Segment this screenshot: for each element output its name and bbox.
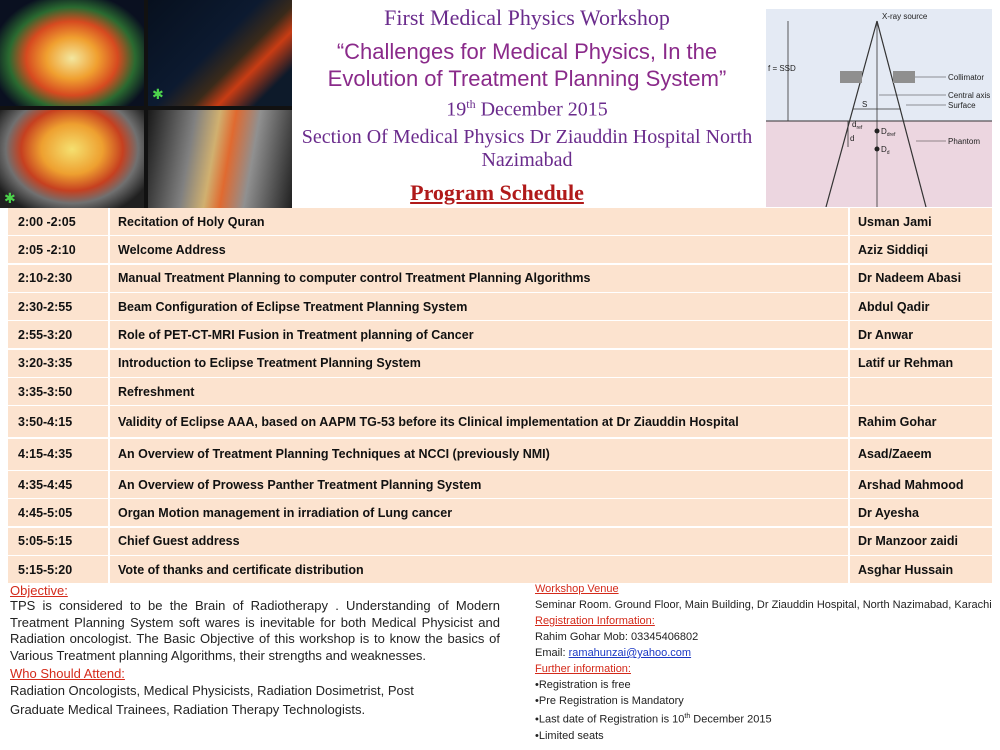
topic-cell: Refreshment — [110, 378, 850, 405]
time-cell: 2:00 -2:05 — [8, 208, 110, 235]
audience-text: Radiation Oncologists, Medical Physicists, Radiation Dosimetrist, Post Graduate Medical Trainees, Radiation Therapy Technologists. — [10, 683, 414, 717]
collimator-right — [893, 71, 915, 83]
further-info-label: Further information: — [535, 663, 631, 675]
time-cell: 3:20-3:35 — [8, 350, 110, 377]
speaker-cell: Abdul Qadir — [850, 293, 992, 320]
source-label: X-ray source — [882, 12, 928, 21]
collimator-left — [840, 71, 862, 83]
topic-cell: Introduction to Eclipse Treatment Planning System — [110, 350, 850, 377]
d-point — [875, 147, 880, 152]
orientation-marker-icon: ✱ — [152, 86, 164, 102]
speaker-cell: Aziz Siddiqi — [850, 236, 992, 263]
speaker-cell — [850, 378, 992, 405]
ssd-diagram-svg — [766, 9, 992, 207]
table-row — [8, 378, 992, 405]
table-row — [8, 208, 992, 235]
dd-label: $D_d$ — [881, 145, 890, 156]
audience-label: Who Should Attend: — [10, 666, 125, 681]
central-axis-label: Central axis — [948, 91, 991, 100]
speaker-cell: Usman Jami — [850, 208, 992, 235]
time-cell: 5:15-5:20 — [8, 556, 110, 583]
registration-email: Email: ramahunzai@yahoo.com — [535, 647, 692, 659]
speaker-cell: Rahim Gohar — [850, 406, 992, 437]
topic-cell: Recitation of Holy Quran — [110, 208, 850, 235]
venue-label: Workshop Venue — [535, 583, 619, 595]
table-row — [8, 321, 992, 348]
topic-cell: Beam Configuration of Eclipse Treatment Planning System — [110, 293, 850, 320]
table-row — [8, 406, 992, 437]
topic-cell: Validity of Eclipse AAA, based on AAPM TG-53 before its Clinical implementation at Dr Ziauddin Hospital — [110, 406, 850, 437]
table-row — [8, 471, 992, 498]
time-cell: 2:05 -2:10 — [8, 236, 110, 263]
treatment-planning-images — [0, 0, 292, 208]
d-label: d — [850, 134, 855, 143]
phantom-label: Phantom — [948, 137, 981, 146]
topic-cell: An Overview of Prowess Panther Treatment Planning System — [110, 471, 850, 498]
topic-cell: Welcome Address — [110, 236, 850, 263]
ddref-label: $D_{dref}$ — [881, 127, 896, 138]
venue-text: Seminar Room. Ground Floor, Main Building, Dr Ziauddin Hospital, North Nazimabad, Karachi — [535, 599, 992, 611]
objective-section — [10, 583, 500, 719]
time-cell: 3:50-4:15 — [8, 406, 110, 437]
topic-cell: Role of PET-CT-MRI Fusion in Treatment planning of Cancer — [110, 321, 850, 348]
organizer: Section Of Medical Physics Dr Ziauddin Hospital North Nazimabad — [301, 126, 753, 171]
speaker-cell: Asad/Zaeem — [850, 439, 992, 470]
objective-text: TPS is considered to be the Brain of Radiotherapy . Understanding of Modern Treatment Planning System soft wares is inevitable for both Medical Physicist and Radiation oncologist. The Basic Objective of this workshop is to know the basics of Various Treatment planning Algorithms, their strengths and weaknesses. — [10, 598, 500, 663]
time-cell: 2:55-3:20 — [8, 321, 110, 348]
speaker-cell: Dr Nadeem Abasi — [850, 265, 992, 292]
topic-cell: Manual Treatment Planning to computer control Treatment Planning Algorithms — [110, 265, 850, 292]
schedule-table — [8, 208, 992, 584]
surface-label: Surface — [948, 101, 976, 110]
workshop-date: 19th December 2015 — [446, 97, 608, 121]
speaker-cell: Asghar Hussain — [850, 556, 992, 583]
ssd-label: f = SSD — [768, 64, 796, 73]
table-row — [8, 499, 992, 526]
table-row — [8, 293, 992, 320]
registration-label: Registration Information: — [535, 615, 655, 627]
time-cell: 4:15-4:35 — [8, 439, 110, 470]
time-cell: 5:05-5:15 — [8, 528, 110, 555]
speaker-cell: Dr Manzoor zaidi — [850, 528, 992, 555]
info-item: •Limited seats — [535, 729, 604, 742]
table-row — [8, 556, 992, 583]
info-item: •Registration is free — [535, 679, 631, 691]
time-cell: 4:45-5:05 — [8, 499, 110, 526]
speaker-cell: Dr Anwar — [850, 321, 992, 348]
objective-label: Objective: — [10, 583, 68, 598]
time-cell: 3:35-3:50 — [8, 378, 110, 405]
time-cell: 2:10-2:30 — [8, 265, 110, 292]
dref-label: $d_{ref}$ — [852, 120, 863, 131]
orientation-marker-icon: ✱ — [4, 190, 16, 206]
info-section — [535, 581, 995, 744]
table-row — [8, 528, 992, 555]
speaker-cell: Latif ur Rehman — [850, 350, 992, 377]
workshop-theme: “Challenges for Medical Physics, In the Evolution of Treatment Planning System” — [327, 39, 727, 91]
topic-cell: Vote of thanks and certificate distribution — [110, 556, 850, 583]
table-row — [8, 236, 992, 263]
workshop-title: First Medical Physics Workshop — [384, 5, 670, 30]
email-link[interactable]: ramahunzai@yahoo.com — [568, 647, 692, 659]
ct-axial-dose-image — [0, 0, 144, 106]
dref-point — [875, 129, 880, 134]
info-item: •Last date of Registration is 10th December 2015 — [535, 713, 772, 726]
table-row — [8, 439, 992, 470]
s-label: S — [862, 100, 868, 109]
speaker-cell: Dr Ayesha — [850, 499, 992, 526]
time-cell: 4:35-4:45 — [8, 471, 110, 498]
collimator-label: Collimator — [948, 73, 985, 82]
topic-cell: Organ Motion management in irradiation of Lung cancer — [110, 499, 850, 526]
ssd-dosimetry-diagram — [766, 9, 992, 207]
schedule-heading: Program Schedule — [410, 180, 584, 205]
phantom-region — [766, 121, 992, 207]
speaker-cell: Arshad Mahmood — [850, 471, 992, 498]
ct-sagittal-dose-image — [148, 110, 292, 208]
ct-coronal-dose-image — [0, 110, 144, 208]
3d-rendering-image — [148, 0, 292, 106]
table-row — [8, 350, 992, 377]
topic-cell: Chief Guest address — [110, 528, 850, 555]
topic-cell: An Overview of Treatment Planning Techniques at NCCI (previously NMI) — [110, 439, 850, 470]
info-item: •Pre Registration is Mandatory — [535, 695, 684, 707]
table-row — [8, 265, 992, 292]
time-cell: 2:30-2:55 — [8, 293, 110, 320]
registration-contact: Rahim Gohar Mob: 03345406802 — [535, 631, 699, 643]
